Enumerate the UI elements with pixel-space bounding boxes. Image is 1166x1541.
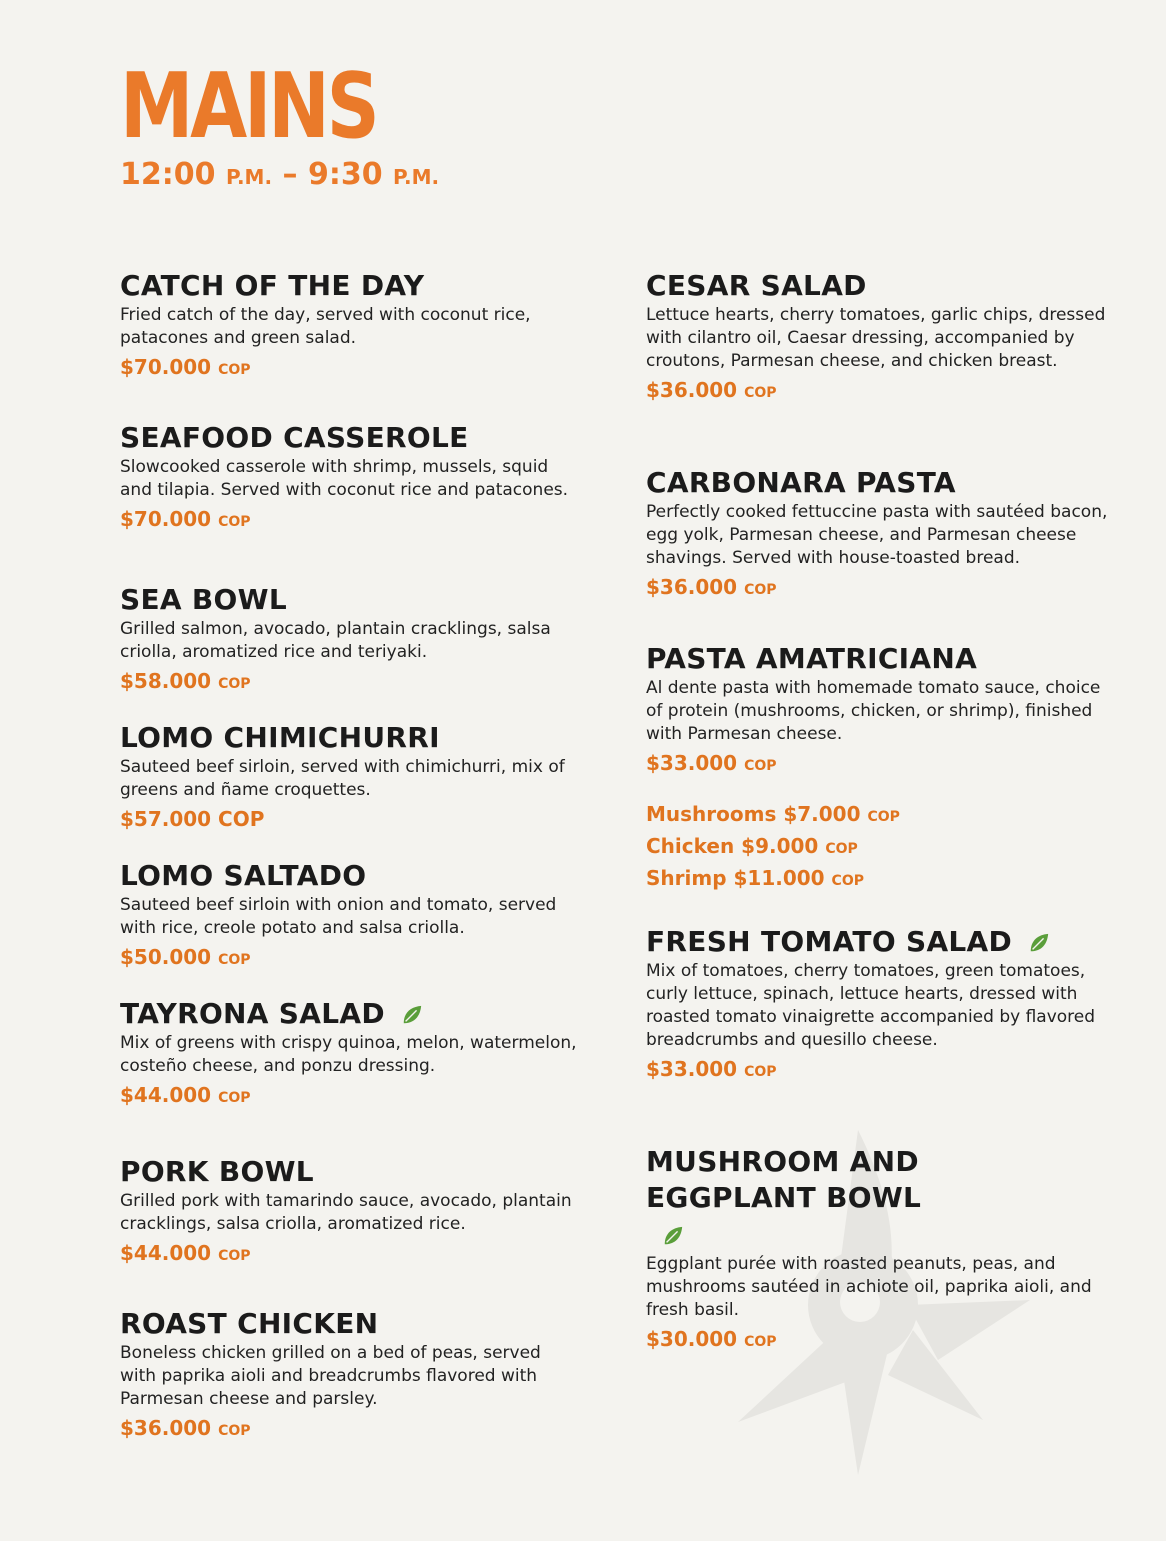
item-description: Mix of tomatoes, cherry tomatoes, green tomatoes, curly lettuce, spinach, lettuce hearts, dressed with roasted tomato vinaigrette accompanied by flavored breadcrumbs and quesillo cheese.: [646, 961, 1096, 1051]
item-name: TAYRONA SALAD: [120, 996, 580, 1032]
item-name: CARBONARA PASTA: [646, 466, 956, 499]
item-name: PORK BOWL: [120, 1155, 314, 1188]
item-description: Fried catch of the day, served with coconut rice, patacones and green salad.: [120, 305, 531, 349]
item-price: $36.000 COP: [120, 1416, 251, 1441]
item-description: Sauteed beef sirloin, served with chimichurri, mix of greens and ñame croquettes.: [120, 757, 565, 801]
item-name: CESAR SALAD: [646, 269, 867, 302]
item-name: SEA BOWL: [120, 583, 287, 616]
hours-start-suffix: P.M.: [225, 165, 273, 189]
item-price: $33.000 COP: [646, 751, 777, 776]
item-name: PASTA AMATRICIANA: [646, 642, 978, 675]
extra-option: Chicken $9.000 COP: [646, 834, 858, 858]
item-price: $30.000 COP: [646, 1327, 777, 1352]
item-description: Sauteed beef sirloin with onion and tomato, served with rice, creole potato and salsa criolla.: [120, 895, 557, 939]
item-name: SEAFOOD CASSEROLE: [120, 421, 469, 454]
menu-item: [646, 924, 1116, 1085]
hours-end-suffix: P.M.: [393, 165, 440, 189]
menu-item: [120, 1306, 580, 1444]
item-price: $50.000 COP: [120, 945, 251, 970]
menu-item: [646, 1144, 1116, 1355]
hours-end: 9:30: [307, 157, 383, 192]
item-name: CATCH OF THE DAY: [120, 269, 425, 302]
item-price: $57.000 COP: [120, 807, 265, 832]
item-price: $36.000 COP: [646, 378, 777, 403]
item-name: LOMO CHIMICHURRI: [120, 721, 440, 754]
item-price: $70.000 COP: [120, 355, 251, 380]
service-hours: [120, 158, 439, 191]
hours-start: 12:00: [120, 157, 216, 192]
item-price: $70.000 COP: [120, 507, 251, 532]
hours-separator: –: [282, 157, 298, 192]
item-description: Al dente pasta with homemade tomato sauce, choice of protein (mushrooms, chicken, or shrimp), finished with Parmesan cheese.: [646, 678, 1101, 745]
item-name: MUSHROOM AND EGGPLANT BOWL: [646, 1144, 946, 1253]
item-name: FRESH TOMATO SALAD: [646, 924, 1116, 960]
menu-item: [120, 858, 580, 973]
item-description: Boneless chicken grilled on a bed of peas, served with paprika aioli and breadcrumbs flavored with Parmesan cheese and parsley.: [120, 1343, 541, 1410]
menu-item: [120, 268, 580, 383]
item-description: Grilled pork with tamarindo sauce, avocado, plantain cracklings, salsa criolla, aromatized rice.: [120, 1191, 572, 1235]
menu-item: [646, 641, 1116, 779]
extra-option: Shrimp $11.000 COP: [646, 866, 864, 890]
menu-item: [120, 582, 580, 697]
extra-option: Mushrooms $7.000 COP: [646, 802, 900, 826]
item-description: Grilled salmon, avocado, plantain cracklings, salsa criolla, aromatized rice and teriyaki.: [120, 619, 551, 663]
item-description: Eggplant purée with roasted peanuts, peas, and mushrooms sautéed in achiote oil, paprika aioli, and fresh basil.: [646, 1254, 1092, 1321]
menu-item: [120, 420, 580, 535]
menu-item: [646, 268, 1116, 406]
item-description: Slowcooked casserole with shrimp, mussels, squid and tilapia. Served with coconut rice and patacones.: [120, 457, 569, 501]
vegetarian-leaf-icon: [1028, 932, 1050, 954]
item-description: Mix of greens with crispy quinoa, melon, watermelon, costeño cheese, and ponzu dressing.: [120, 1033, 577, 1077]
protein-extras: [646, 800, 1116, 896]
menu-item: [646, 465, 1116, 603]
item-price: $44.000 COP: [120, 1241, 251, 1266]
vegetarian-leaf-icon: [662, 1225, 684, 1247]
item-price: $58.000 COP: [120, 669, 251, 694]
item-name: LOMO SALTADO: [120, 859, 367, 892]
item-description: Perfectly cooked fettuccine pasta with sautéed bacon, egg yolk, Parmesan cheese, and Parmesan cheese shavings. Served with house-toasted bread.: [646, 502, 1108, 569]
vegetarian-leaf-icon: [401, 1004, 423, 1026]
menu-item: [120, 996, 580, 1111]
item-price: $44.000 COP: [120, 1083, 251, 1108]
page-title: MAINS: [120, 54, 377, 159]
item-price: $33.000 COP: [646, 1057, 777, 1082]
item-name: ROAST CHICKEN: [120, 1307, 379, 1340]
item-price: $36.000 COP: [646, 575, 777, 600]
menu-item: [120, 1154, 580, 1269]
menu-item: [120, 720, 580, 835]
item-description: Lettuce hearts, cherry tomatoes, garlic chips, dressed with cilantro oil, Caesar dressing, accompanied by croutons, Parmesan cheese, and chicken breast.: [646, 305, 1106, 372]
